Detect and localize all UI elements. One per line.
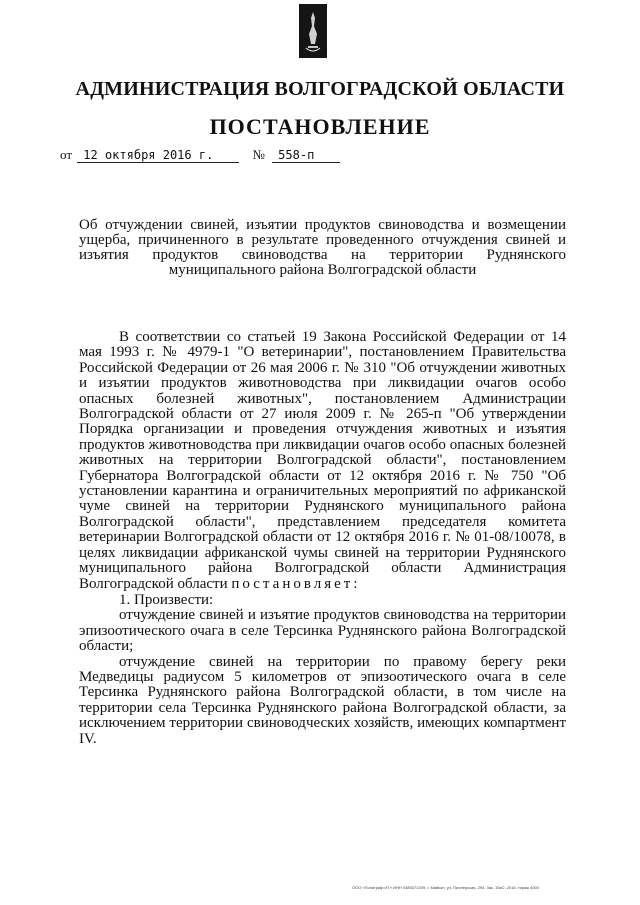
document-date: 12 октября 2016 г. <box>77 148 239 163</box>
resolves-word: постановляет: <box>231 575 361 592</box>
preamble-paragraph <box>79 330 566 592</box>
date-prefix-label: от <box>60 147 73 162</box>
item-1-paragraph-2: отчуждение свиней на территории по правому берегу реки Медведицы радиусом 5 километров от эпизоотического очага в селе Терсинка Руднянского района Волгоградской области, в том числе на территории села Терсинка Руднянского района Волгоградской области, за исключением территории свиноводческих хозяйств, имеющих компартмент IV. <box>79 653 566 747</box>
document-body <box>79 330 566 747</box>
document-type-title: ПОСТАНОВЛЕНИЕ <box>209 114 431 139</box>
document-subject: Об отчуждении свиней, изъятии продуктов свиноводства и возмещении ущерба, причиненного в результате проведенного отчуждения свиней и изъятия продуктов свиноводства на территории Руднянского муниципального района Волгоградской области <box>79 217 566 278</box>
item-1-paragraph-1: отчуждение свиней и изъятие продуктов свиноводства на территории эпизоотического очага в селе Терсинка Руднянского района Волгоградской области; <box>79 607 566 655</box>
number-label: № <box>252 147 265 162</box>
preamble-text: В соответствии со статьей 19 Закона Российской Федерации от 14 мая 1993 г. № 4979-1 "О ветеринарии", постановлением Правительства Российской Федерации от 26 мая 2006 г. № 310 "Об отчуждении животных и изъятии продуктов животноводства при ликвидации очагов особо опасных болезней животных", постановлением Администрации Волгоградской области от 27 июля 2009 г. № 265-п "Об утверждении Порядка организации и проведения отчуждения животных и изъятия продуктов животноводства при ликвидации очагов особо опасных болезней животных на территории Волгоградской области", постановлением Губернатора Волгоградской области от 12 октября 2016 г. № 750 "Об установлении карантина и ограничительных мероприятий по африканской чуме свиней на территории Руднянского муниципального района Волгоградской области", представлением председателя комитета ветеринарии Волгоградской области от 12 октября 2016 г. № 01-08/10078, в целях ликвидации африканской чумы свиней на территории Руднянского муниципального района Волгоградской области Администрация Волгоградской области <box>79 329 566 592</box>
item-1-heading: 1. Произвести: <box>119 591 214 608</box>
volgograd-coat-of-arms-icon <box>299 4 327 58</box>
date-number-line <box>60 147 340 163</box>
organization-title: АДМИНИСТРАЦИЯ ВОЛГОГРАДСКОЙ ОБЛАСТИ <box>75 78 565 100</box>
document-number: 558-п <box>272 148 340 163</box>
printer-footer: ООО «Полиграф ИТ» ИНН 0385071309, г. Майкоп, ул. Пионерская, 294. Зак. 15кО, 2016, тираж 4000 <box>352 885 539 890</box>
